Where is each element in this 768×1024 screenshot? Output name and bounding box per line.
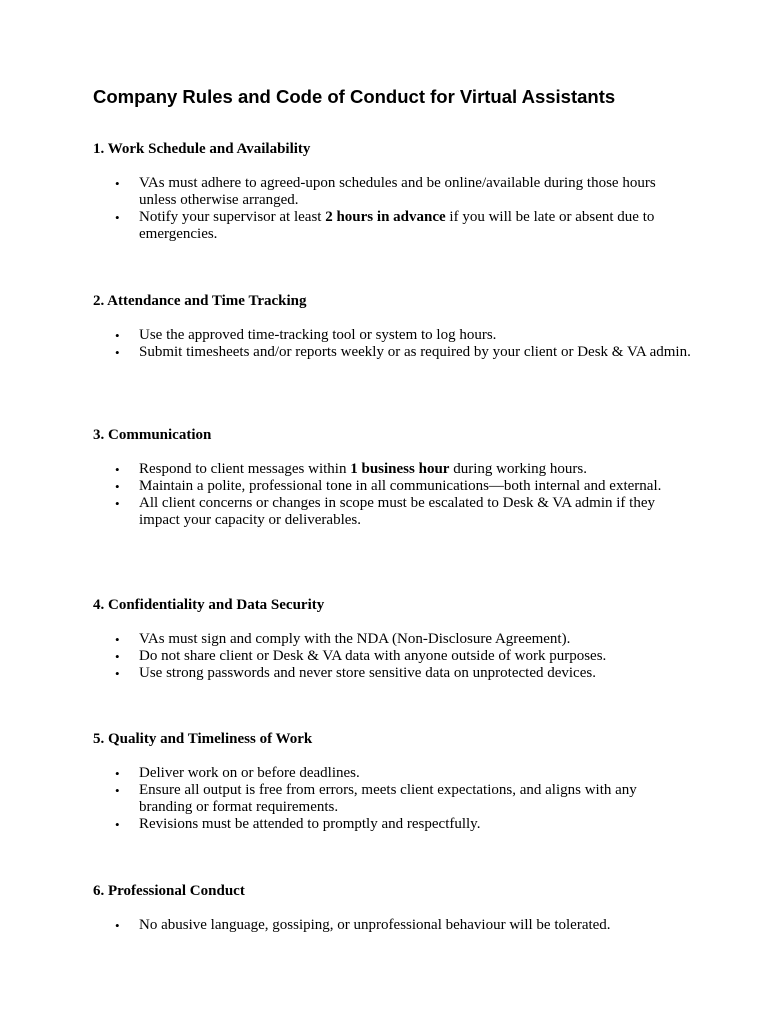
bullet-list xyxy=(93,175,693,243)
bullet-text: All client concerns or changes in scope must be escalated to Desk & VA admin if they impact your capacity or deliverables. xyxy=(139,495,655,528)
bullet-icon: • xyxy=(115,632,120,647)
bullet-icon: • xyxy=(115,817,120,832)
bullet-text: Use strong passwords and never store sensitive data on unprotected devices. xyxy=(139,665,596,681)
list-item xyxy=(93,461,693,478)
bullet-icon: • xyxy=(115,666,120,681)
section-heading: 4. Confidentiality and Data Security xyxy=(93,597,325,613)
bullet-icon: • xyxy=(115,766,120,781)
bullet-icon: • xyxy=(115,918,120,933)
section-heading: 5. Quality and Timeliness of Work xyxy=(93,731,313,747)
bullet-list xyxy=(93,917,693,934)
bullet-text: Ensure all output is free from errors, meets client expectations, and aligns with any branding or format requirements. xyxy=(139,782,637,815)
bullet-list xyxy=(93,631,693,682)
bullet-text: No abusive language, gossiping, or unprofessional behaviour will be tolerated. xyxy=(139,917,611,933)
bullet-text: Use the approved time-tracking tool or system to log hours. xyxy=(139,327,497,343)
list-item xyxy=(93,344,693,361)
bullet-icon: • xyxy=(115,649,120,664)
document-title: Company Rules and Code of Conduct for Virtual Assistants xyxy=(93,86,616,107)
section-confidentiality xyxy=(93,597,693,682)
list-item xyxy=(93,665,693,682)
bullet-text: Revisions must be attended to promptly and respectfully. xyxy=(139,816,481,832)
bullet-icon: • xyxy=(115,479,120,494)
bullet-text: Do not share client or Desk & VA data with anyone outside of work purposes. xyxy=(139,648,607,664)
bullet-icon: • xyxy=(115,210,120,225)
list-item xyxy=(93,648,693,665)
list-item xyxy=(93,765,693,782)
list-item xyxy=(93,631,693,648)
bullet-icon: • xyxy=(115,345,120,360)
section-attendance xyxy=(93,293,693,361)
bullet-text: Respond to client messages within 1 business hour during working hours. xyxy=(139,461,587,477)
bullet-icon: • xyxy=(115,176,120,191)
section-heading: 6. Professional Conduct xyxy=(93,883,245,899)
section-heading: 3. Communication xyxy=(93,427,212,443)
bullet-text: Maintain a polite, professional tone in all communications—both internal and external. xyxy=(139,478,662,494)
bullet-icon: • xyxy=(115,462,120,477)
section-heading: 2. Attendance and Time Tracking xyxy=(93,293,307,309)
bullet-text: VAs must sign and comply with the NDA (Non-Disclosure Agreement). xyxy=(139,631,571,647)
bullet-list xyxy=(93,765,693,833)
bullet-text: Notify your supervisor at least 2 hours in advance if you will be late or absent due to emergencies. xyxy=(139,209,655,242)
bullet-text: VAs must adhere to agreed-upon schedules and be online/available during those hours unless otherwise arranged. xyxy=(139,175,656,208)
bullet-list xyxy=(93,327,693,361)
list-item xyxy=(93,495,693,529)
list-item xyxy=(93,816,693,833)
section-heading: 1. Work Schedule and Availability xyxy=(93,141,311,157)
section-work-schedule xyxy=(93,141,693,243)
list-item xyxy=(93,478,693,495)
bullet-icon: • xyxy=(115,496,120,511)
section-quality xyxy=(93,731,693,833)
bullet-list xyxy=(93,461,693,529)
bullet-text: Deliver work on or before deadlines. xyxy=(139,765,360,781)
list-item xyxy=(93,917,693,934)
list-item xyxy=(93,327,693,344)
list-item xyxy=(93,782,693,816)
section-professional-conduct xyxy=(93,883,693,934)
list-item xyxy=(93,175,693,209)
bullet-text: Submit timesheets and/or reports weekly or as required by your client or Desk & VA admin. xyxy=(139,344,691,360)
bullet-icon: • xyxy=(115,328,120,343)
section-communication xyxy=(93,427,693,529)
list-item xyxy=(93,209,693,243)
bullet-icon: • xyxy=(115,783,120,798)
